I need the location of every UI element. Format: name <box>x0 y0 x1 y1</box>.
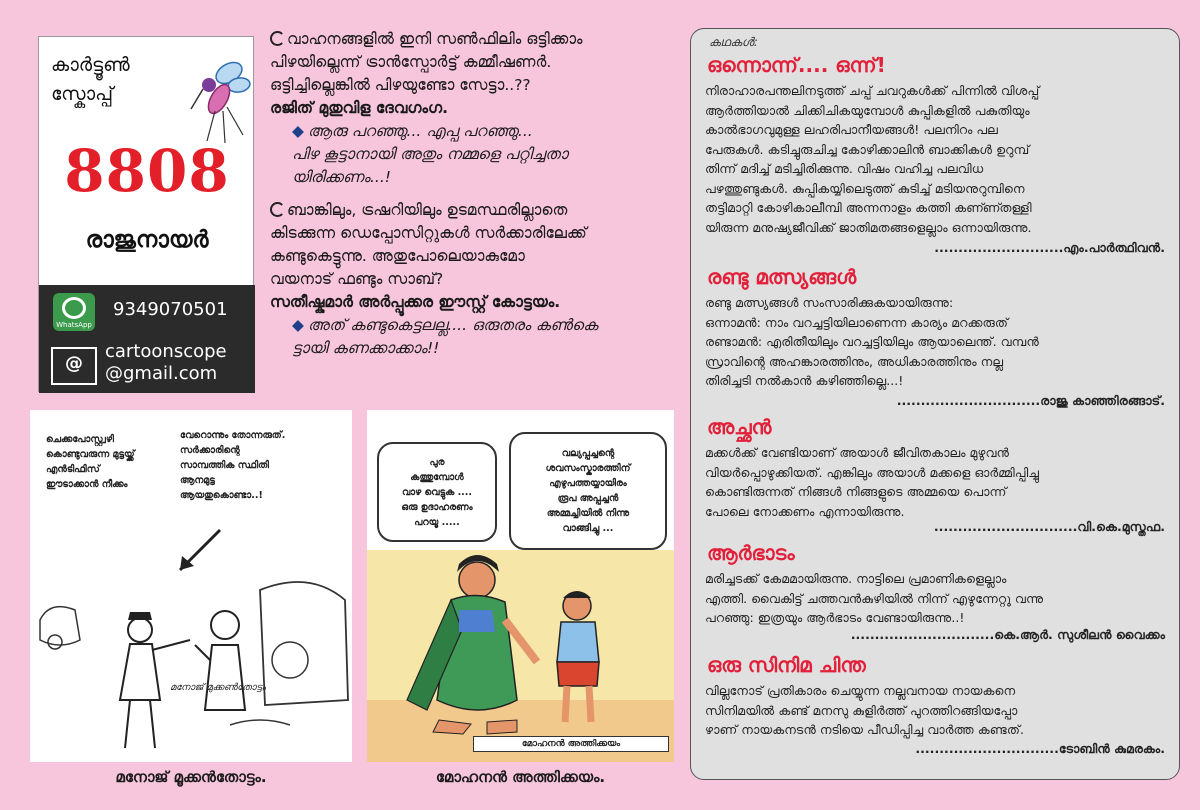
story-author: ..............................രാജു കാഞ്ഞിരങ്ങാട്. <box>896 393 1165 408</box>
qa1-answer-line: പിഴ കൂട്ടാനായി അതും നമ്മളെ പറ്റിച്ചതാ <box>292 145 568 163</box>
cartoon1-artist-signature: മനോജ് മുക്കൺതോട്ടം <box>170 682 266 693</box>
cartoon2-caption: മോഹനൻ അത്തിക്കയം. <box>435 768 606 786</box>
question-mark-icon <box>270 202 285 217</box>
phone-number[interactable]: 9349070501 <box>113 299 228 320</box>
qa2-answer-line: ട്ടായി കണക്കാക്കാം!! <box>292 339 440 357</box>
cartoon2-artist-signature: മോഹനൻ അത്തിക്കയം <box>473 736 669 752</box>
qa1-question: വാഹനങ്ങളിൽ ഇനി സൺഫിലിം ഒട്ടിക്കാം <box>270 28 680 51</box>
story-author: ..............................ടോബിൻ കുമരകം. <box>915 741 1165 756</box>
story-body: നിരാഹാരപന്തലിനടുത്ത് ചപ്പ് ചവറുകൾക്ക് പിന്നിൽ വിശപ്പ് ആർത്തിയാൽ ചിക്കിചികയുമ്പോൾ കുപ്പികളിൽ പകുതിയും കാൽഭാഗവുമുള്ള ലഹരിപാനീയങ്ങൾ! പലനിറം പല പേരുകൾ. കടിച്ചുരുചിച്ച കോഴിക്കാലിൻ ബാക്കികൾ ഉറുമ്പ് തിന്ന് മദിച്ച് മടിച്ചിരിക്കുന്നു. വിഷം വഹിച്ച പലവിധ പഴത്തുണ്ടുകൾ. കുപ്പികയ്യിലെടുത്ത് കുടിച്ച് മടിയനുറുമ്പിനെ തട്ടിമാറ്റി കോഴികാലീമ്പി അന്നനാളം കത്തി കണ്ണ്തള്ളി യിരുന്ന മനുഷ്യജീവിക്ക് ജാതിമതങ്ങളെല്ലാം ഒന്നായിരുന്നു. <box>705 83 1040 235</box>
cartoon2-drawing <box>367 550 674 762</box>
story-author: ..............................വി.കെ.മുസ്തഫ. <box>933 519 1165 534</box>
stories-header: കഥകൾ: <box>709 35 758 49</box>
logo-title-line2: സ്കോപ്പ് <box>51 83 114 105</box>
story-title: രണ്ടു മത്സ്യങ്ങൾ <box>707 265 857 289</box>
story-title: ഒരു സിനിമ ചിന്ത <box>707 653 866 677</box>
story-author: ...........................എം.പാർത്ഥിവൻ. <box>934 240 1165 255</box>
story-body: വില്ലനോട് പ്രതികാരം ചെയ്യുന്ന നല്ലവനായ നായകനെ സിനിമയിൽ കണ്ട് മനസു കുളിർത്ത് പുറത്തിറങ്ങിയപ്പോ ഴാണ് നായകനടൻ നടിയെ പീഡിപ്പിച്ച വാർത്ത കണ്ടത്. <box>705 683 1024 737</box>
cartoon-scope-logo <box>38 36 254 392</box>
cartoon1-caption-left: ചെക്കപോസ്റ്റ്വഴി കൊണ്ടുവരുന്ന മുട്ടയ്ക്ക് എൻടിഫിസ് ഈടാക്കാൻ നീക്കം <box>46 434 135 490</box>
mosquito-icon <box>189 55 251 147</box>
qa2-question-line: കിടക്കുന്ന ഡെപ്പോസിറ്റുകൾ സർക്കാരിലേക്ക് <box>270 224 587 242</box>
qa1-question-line: പിഴയില്ലെന്ന് ട്രാൻസ്പോർട്ട് കമ്മീഷണർ. <box>270 53 552 71</box>
qa1-sender-name: രജിത് മുതുവിള ദേവഗംഗ. <box>270 99 448 117</box>
qa1-question-line: ഒട്ടിച്ചില്ലെങ്കിൽ പിഴയുണ്ടോ സേട്ടാ..?? <box>270 76 531 94</box>
logo-title <box>51 51 191 109</box>
stories-panel <box>690 28 1180 780</box>
logo-title-line1: കാർട്ടൂൺ <box>51 54 130 76</box>
qa1-answer-line: യിരിക്കണം...! <box>292 168 391 186</box>
email-address[interactable] <box>105 341 227 385</box>
qa-column <box>270 28 680 360</box>
cartoon2-speech-left: പുര കത്തുമ്പോൾ വാഴ വെട്ടുക .... ഒരു ഉദാഹരണം പറയൂ ..... <box>377 442 497 542</box>
qa1-answer: ◆ ആരു പറഞ്ഞു... എപ്പ പറഞ്ഞു... <box>292 122 533 140</box>
story-body: രണ്ടു മത്സ്യങ്ങൾ സംസാരിക്കുകയായിരുന്നു: ഒന്നാമൻ: നാം വറച്ചട്ടിയിലാണെന്ന കാര്യം മറക്കരുത് രണ്ടാമൻ: എരിതീയിലും വറച്ചട്ടിയിലും ആയാലെന്ത്. വമ്പൻ സ്രാവിന്റെ അഹങ്കാരത്തിനും, അധികാരത്തിനും നല്ല തിരിച്ചടി നൽകാൻ കഴിഞ്ഞില്ലെ...! <box>705 295 1039 388</box>
diamond-bullet-icon: ◆ <box>292 316 304 334</box>
story-body: മക്കൾക്ക് വേണ്ടിയാണ് അയാൾ ജീവിതകാലം മുഴുവൻ വിയർപ്പൊഴുക്കിയത്. എങ്കിലും അയാൾ മക്കളെ ഓർമ്മിപ്പിച്ചു കൊണ്ടിരുന്നത് നിങ്ങൾ നിങ്ങളുടെ അമ്മയെ പൊന്ന് പോലെ നോക്കണം എന്നായിരുന്നു. <box>705 445 1040 519</box>
logo-issue-number: 8808 <box>64 137 230 205</box>
qa2-answer: ◆ അത് കണ്ടുകെട്ടലല്ല.... ഒരുതരം കൺകെ <box>292 316 598 334</box>
cartoon1-speech-right: വേറൊന്നും തോന്നരുത്. സർക്കാരിന്റെ സാമ്പത്തിക സ്ഥിതി ആനമുട്ട ആയതുകൊണ്ടാ..! <box>180 430 286 501</box>
email-line2: @gmail.com <box>105 363 218 384</box>
whatsapp-icon <box>53 293 95 331</box>
cartoon-mohanan <box>367 410 674 762</box>
qa2-sender-name: സതീഷ്കുമാർ അർപ്പൂക്കര ഈസ്റ്റ് കോട്ടയം. <box>270 293 561 311</box>
story-author: ..............................കെ.ആർ. സുശീലൻ വൈക്കം <box>850 627 1165 642</box>
cartoon1-caption: മനോജ് മൂക്കൻതോട്ടം. <box>115 768 267 786</box>
qa2-question-line: വയനാട് ഫണ്ടും സാബ്? <box>270 270 444 288</box>
question-mark-icon <box>270 31 285 46</box>
story-title: ഒന്നൊന്ന്.... ഒന്ന്! <box>707 53 886 77</box>
email-line1: cartoonscope <box>105 341 227 362</box>
qa2-question-line: കണ്ടുകെട്ടുന്നു. അതുപോലെയാകുമോ <box>270 247 525 265</box>
diamond-bullet-icon: ◆ <box>292 122 304 140</box>
cartoon-manoj <box>30 410 352 762</box>
email-icon: @ <box>51 347 97 385</box>
cartoon2-speech-right: വല്യപ്പച്ചന്റെ ശവസംസ്കാരത്തിന് എഴുപത്തയ്യായിരം രൂപ അപ്പച്ചൻ അമ്മച്ചിയിൽ നിന്നു വാങ്ങിച്ചു ... <box>509 432 667 550</box>
logo-author: രാജുനായർ <box>85 227 209 253</box>
story-body: മരിച്ചടക്ക് കേമമായിരുന്നു. നാട്ടിലെ പ്രമാണികളെല്ലാം എത്തി. വൈകിട്ട് ചത്തവൻകുഴിയിൽ നിന്ന് എഴുന്നേറ്റു വന്നു പറഞ്ഞു: ഇത്രയും ആർഭാടം വേണ്ടായിരുന്നു..! <box>705 571 1044 625</box>
whatsapp-label: WhatsApp <box>56 321 92 329</box>
qa2-question: ബാങ്കിലും, ട്രഷറിയിലും ഉടമസ്ഥരില്ലാതെ <box>270 199 680 222</box>
story-title: ആർഭാടം <box>707 541 795 565</box>
story-title: അച്ഛൻ <box>707 415 772 439</box>
contact-block <box>39 285 255 393</box>
cartoon1-drawing <box>30 510 352 760</box>
